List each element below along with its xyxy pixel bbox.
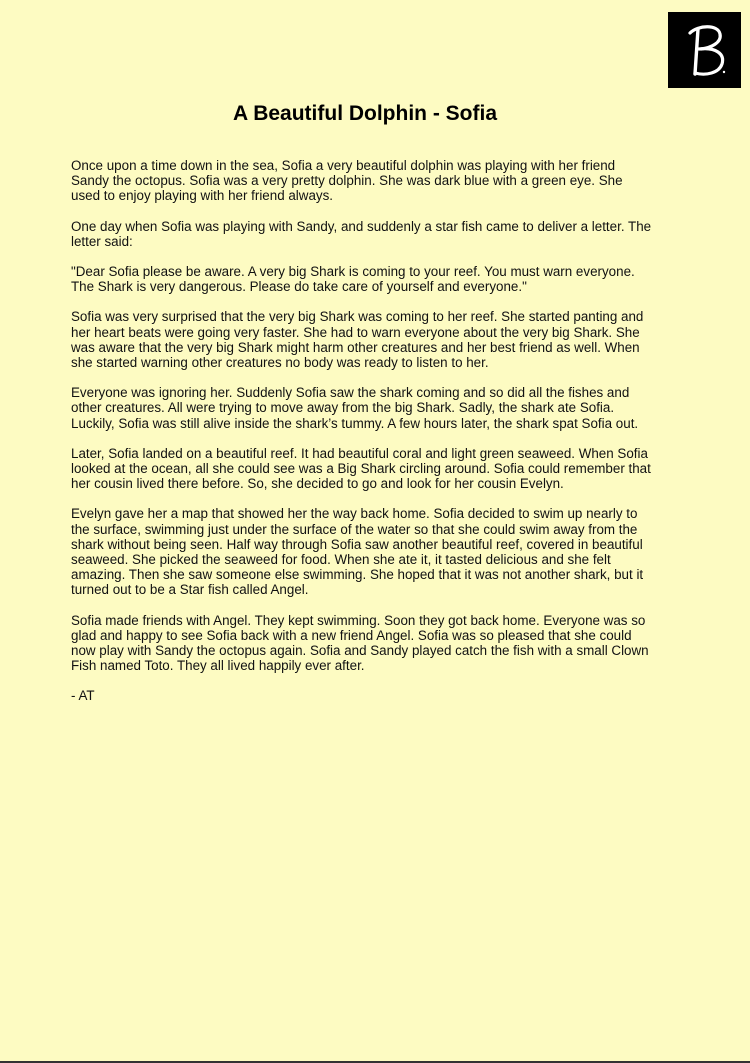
story-paragraph-letter: "Dear Sofia please be aware. A very big Shark is coming to your reef. You must warn everyone. The Shark is very dangerous. Please do take care of yourself and everyone." [71,264,635,295]
story-paragraph-1: Once upon a time down in the sea, Sofia a very beautiful dolphin was playing with her friend Sandy the octopus. Sofia was a very pretty dolphin. She was dark blue with a green eye. She used to enjoy playing with her friend always. [71,158,623,204]
story-paragraph-5: Everyone was ignoring her. Suddenly Sofia saw the shark coming and so did all the fishes and other creatures. All were trying to move away from the big Shark. Sadly, the shark ate Sofia. Luckily, Sofia was still alive inside the shark’s tummy. A few hours later, the shark spat Sofia out. [71,385,639,431]
story-paragraph-6: Later, Sofia landed on a beautiful reef. It had beautiful coral and light green seaweed. When Sofia looked at the ocean, all she could see was a Big Shark circling around. Sofia could remember that her cousin lived there before. So, she decided to go and look for her cousin Evelyn. [71,445,651,492]
page-title: A Beautiful Dolphin - Sofia [232,102,498,125]
story-paragraph-4: Sofia was very surprised that the very big Shark was coming to her reef. She started panting and her heart beats were going very faster. She had to warn everyone about the very big Shark. She was aware that the very big Shark might harm other creatures and her best friend as well. When she started warning other creatures no body was ready to listen to her. [71,309,644,371]
logo-graphic [668,12,741,88]
story-paragraph-8: Sofia made friends with Angel. They kept swimming. Soon they got back home. Everyone was so glad and happy to see Sofia back with a new friend Angel. Sofia was so pleased that she could now play with Sandy the octopus again. Sofia and Sandy played catch the fish with a small Clown Fish named Toto. They all lived happily ever after. [71,612,649,674]
letter-b-logo-icon [668,12,741,88]
author-signature: - AT [71,688,95,704]
story-paragraph-2: One day when Sofia was playing with Sandy, and suddenly a star fish came to deliver a letter. The letter said: [71,218,652,249]
story-paragraph-7: Evelyn gave her a map that showed her the way back home. Sofia decided to swim up nearly to the surface, swimming just under the surface of the water so that she could swim away from the shark without being seen. Half way through Sofia saw another beautiful reef, covered in beautiful seaweed. She picked the seaweed for food. When she ate it, it tasted delicious and she felt amazing. Then she saw someone else swimming. She hoped that it was not another shark, but it turned out to be a Star fish called Angel. [71,506,644,598]
story-body [71,158,683,719]
